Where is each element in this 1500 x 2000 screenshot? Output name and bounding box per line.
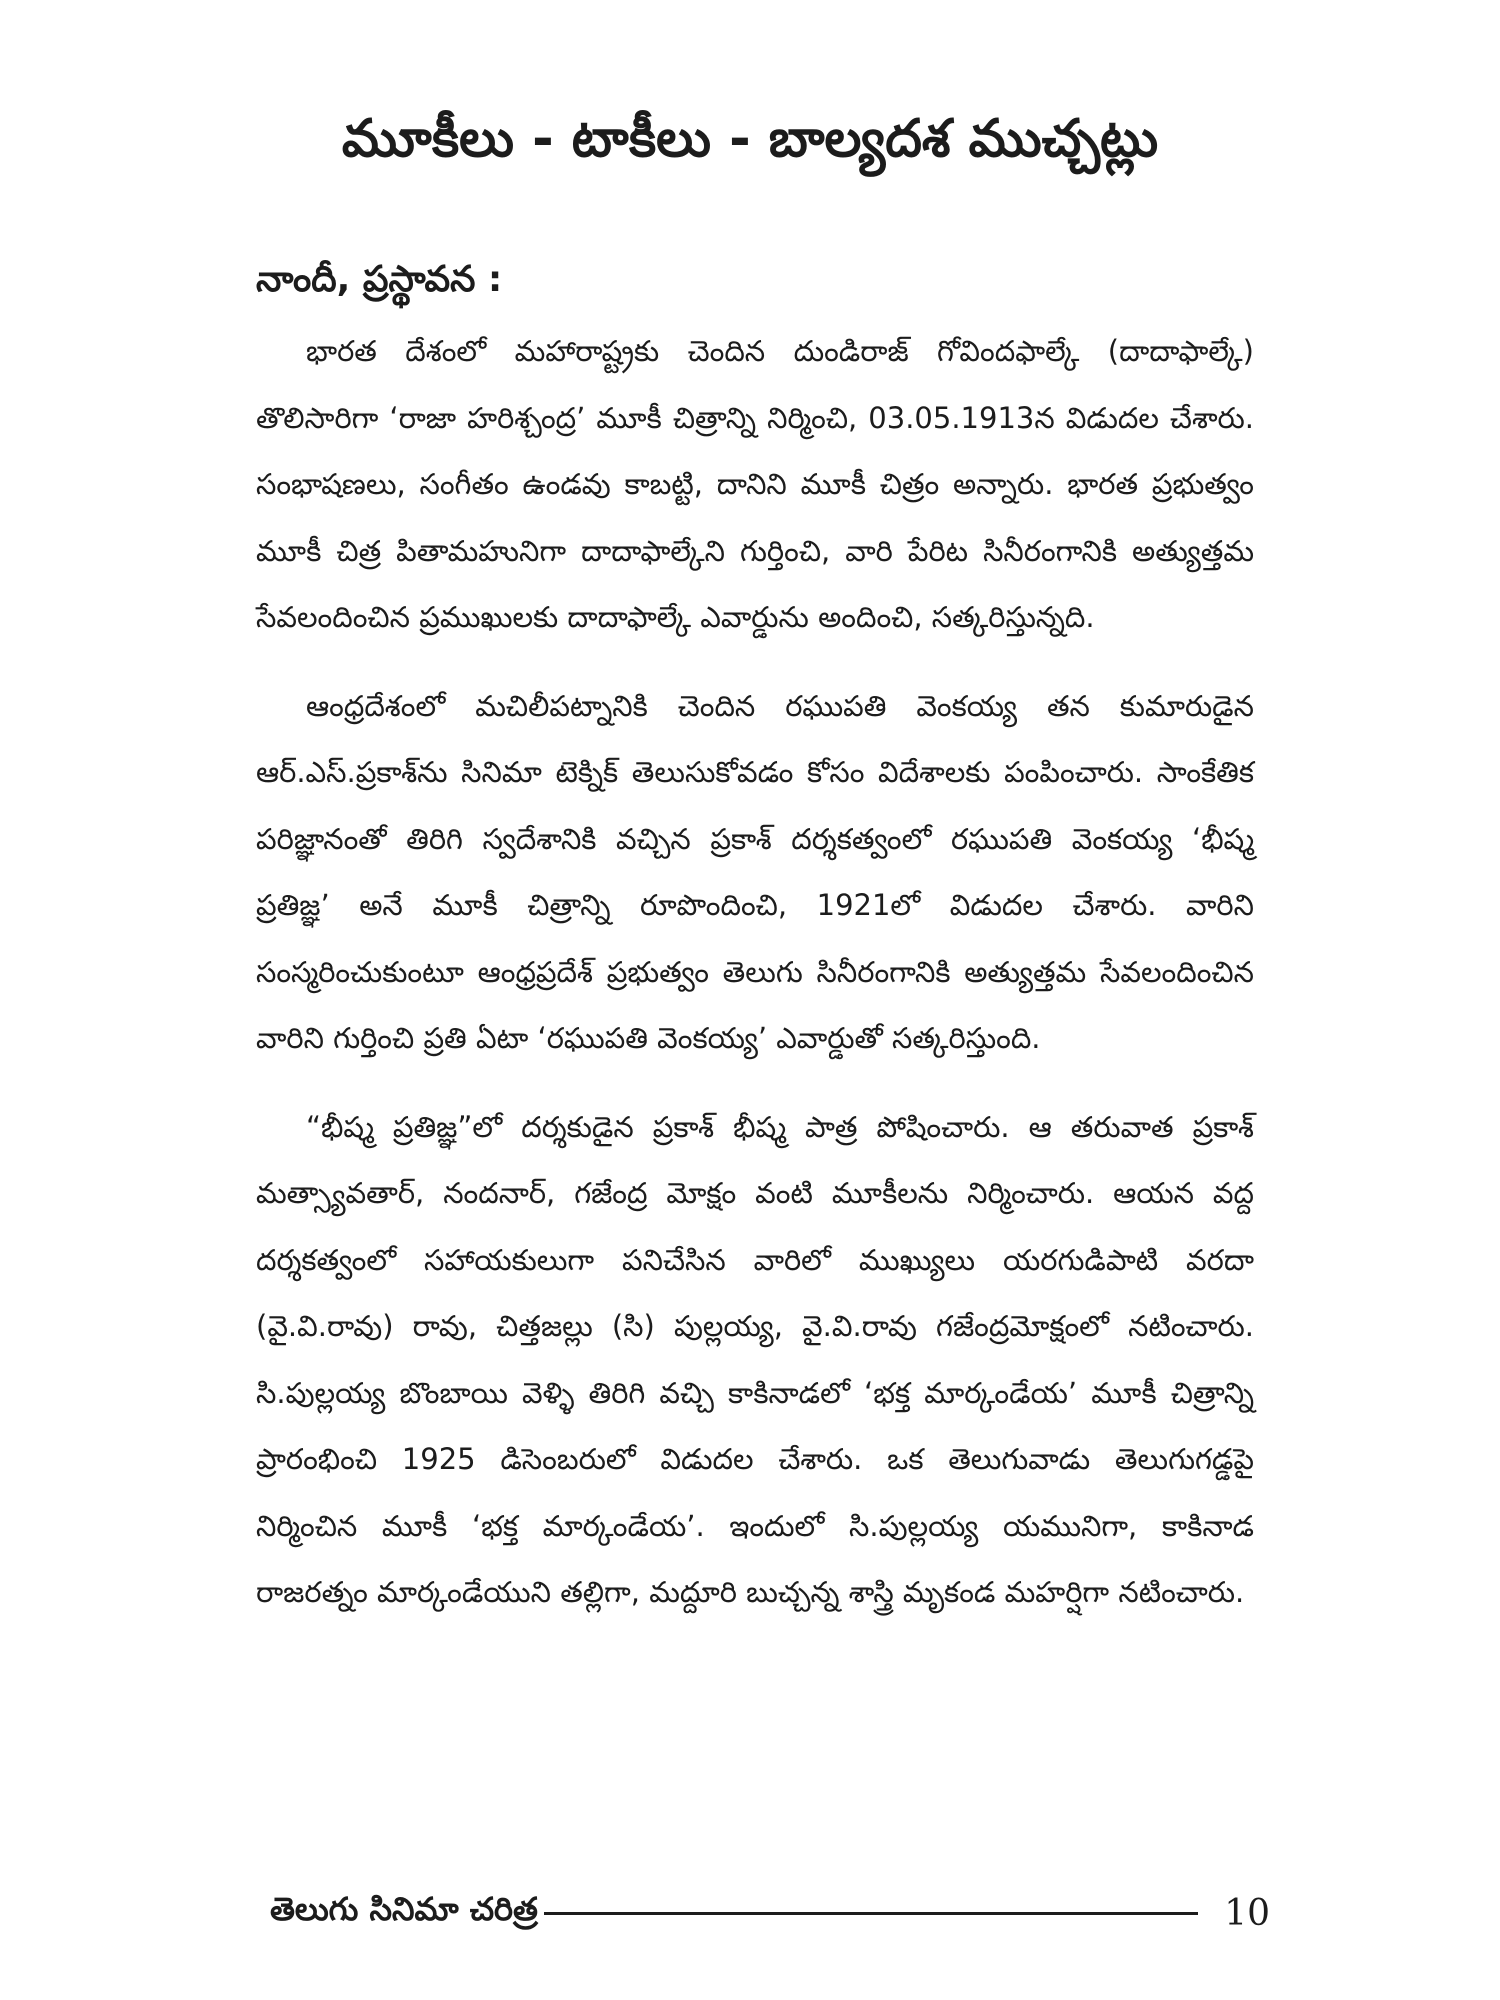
page-footer bbox=[270, 1888, 1270, 1938]
body-text bbox=[256, 318, 1254, 1648]
page-title: మూకీలు - టాకీలు - బాల్యదశ ముచ్చట్లు bbox=[341, 109, 1159, 169]
footer-divider bbox=[544, 1912, 1198, 1915]
paragraph-raghupathi-venkaiah: ఆంధ్రదేశంలో మచిలీపట్నానికి చెందిన రఘుపతి వెంకయ్య తన కుమారుడైన ఆర్.ఎస్.ప్రకాశ్‌ను సినిమా టెక్నిక్ తెలుసుకోవడం కోసం విదేశాలకు పంపించారు. సాంకేతిక పరిజ్ఞానంతో తిరిగి స్వదేశానికి వచ్చిన ప్రకాశ్ దర్శకత్వంలో రఘుపతి వెంకయ్య ‘భీష్మ ప్రతిజ్ఞ’ అనే మూకీ చిత్రాన్ని రూపొందించి, 1921లో విడుదల చేశారు. వారిని సంస్మరించుకుంటూ ఆంధ్రప్రదేశ్ ప్రభుత్వం తెలుగు సినీరంగానికి అత్యుత్తమ సేవలందించిన వారిని గుర్తించి ప్రతి ఏటా ‘రఘుపతి వెంకయ్య’ ఎవార్డుతో సత్కరిస్తుంది. bbox=[256, 688, 1254, 1055]
section-heading: నాందీ, ప్రస్థావన : bbox=[256, 259, 503, 300]
page-number: 10 bbox=[1224, 1892, 1270, 1934]
footer-book-title: తెలుగు సినిమా చరిత్ర bbox=[270, 1890, 538, 1928]
paragraph-dadasaheb-phalke: భారత దేశంలో మహారాష్ట్రకు చెందిన దుండిరాజ్ గోవిందఫాల్కే (దాదాఫాల్కే) తొలిసారిగా ‘రాజా హరిశ్చంద్ర’ మూకీ చిత్రాన్ని నిర్మించి, 03.05.1913న విడుదల చేశారు. సంభాషణలు, సంగీతం ఉండవు కాబట్టి, దానిని మూకీ చిత్రం అన్నారు. భారత ప్రభుత్వం మూకీ చిత్ర పితామహునిగా దాదాఫాల్కేని గుర్తించి, వారి పేరిట సినీరంగానికి అత్యుత్తమ సేవలందించిన ప్రముఖులకు దాదాఫాల్కే ఎవార్డును అందించి, సత్కరిస్తున్నది. bbox=[256, 334, 1254, 634]
paragraph-bhishma-pratigna: “భీష్మ ప్రతిజ్ఞ”లో దర్శకుడైన ప్రకాశ్ భీష్మ పాత్ర పోషించారు. ఆ తరువాత ప్రకాశ్ మత్స్యావతార్, నందనార్, గజేంద్ర మోక్షం వంటి మూకీలను నిర్మించారు. ఆయన వద్ద దర్శకత్వంలో సహాయకులుగా పనిచేసిన వారిలో ముఖ్యులు యరగుడిపాటి వరదా (వై.వి.రావు) రావు, చిత్తజల్లు (సి) పుల్లయ్య, వై.వి.రావు గజేంద్రమోక్షంలో నటించారు. సి.పుల్లయ్య బొంబాయి వెళ్ళి తిరిగి వచ్చి కాకినాడలో ‘భక్త మార్కండేయ’ మూకీ చిత్రాన్ని ప్రారంభించి 1925 డిసెంబరులో విడుదల చేశారు. ఒక తెలుగువాడు తెలుగుగడ్డపై నిర్మించిన మూకీ ‘భక్త మార్కండేయ’. ఇందులో సి.పుల్లయ్య యమునిగా, కాకినాడ రాజరత్నం మార్కండేయుని తల్లిగా, మద్దూరి బుచ్చన్న శాస్త్రి మృకండ మహర్షిగా నటించారు. bbox=[256, 1109, 1254, 1609]
